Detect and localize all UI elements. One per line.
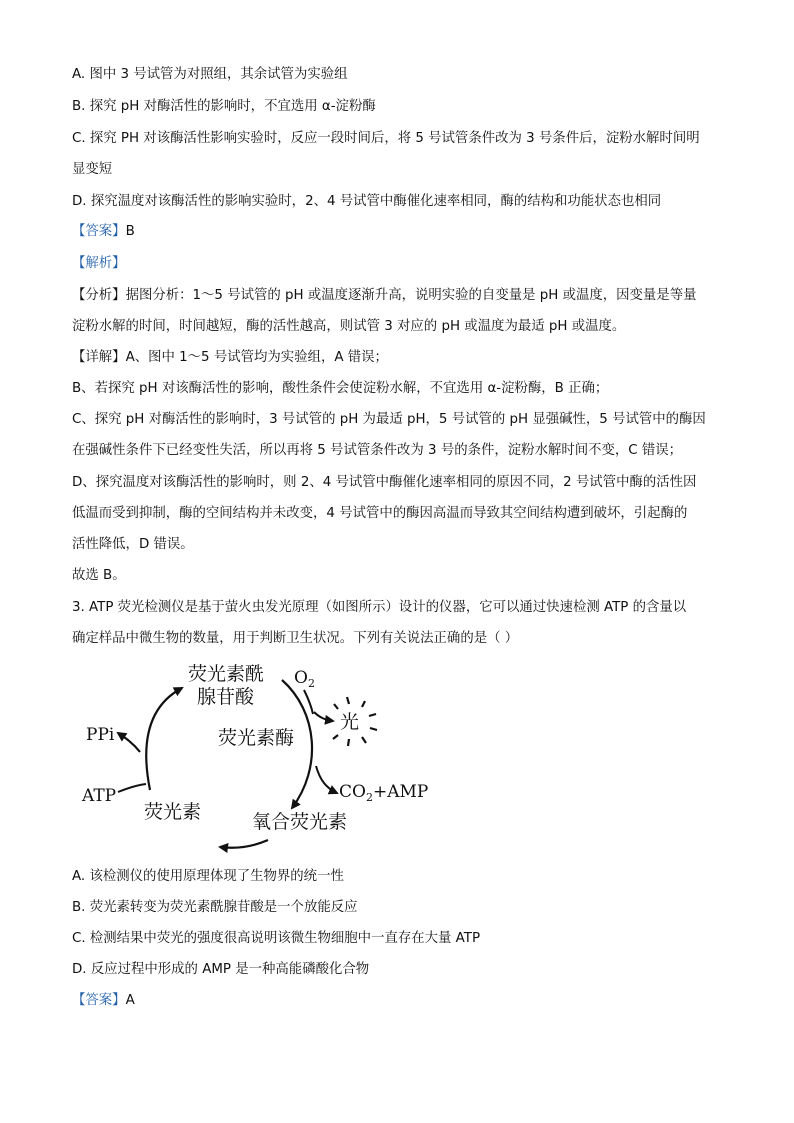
- answer-tag: 【答案】: [72, 224, 126, 239]
- q2-xiangjie-a: [72, 349, 388, 367]
- arrow-luciferin-to-adenylate: [146, 688, 182, 790]
- answer-value: A: [125, 993, 135, 1008]
- q3-option-d: D. 反应过程中形成的 AMP 是一种高能磷酸化合物: [72, 962, 370, 977]
- q2-xiangjie-c-line1: C、探究 pH 对酶活性的影响时，3 号试管的 pH 为最适 pH，5 号试管的 pH 显强碱性，5 号试管中的酶因: [72, 412, 706, 427]
- q2-fenxi-line1: [72, 287, 696, 305]
- q3-option-c: C. 检测结果中荧光的强度很高说明该微生物细胞中一直存在大量 ATP: [72, 931, 481, 946]
- arrow-to-light: [314, 712, 333, 721]
- label-light: 光: [340, 711, 360, 733]
- q3-answer: [72, 992, 135, 1010]
- q3-stem-line1: 3. ATP 荧光检测仪是基于萤火虫发光原理（如图所示）设计的仪器，它可以通过快速检测 ATP 的含量以: [72, 600, 687, 615]
- q2-xiangjie-d-line3: 活性降低，D 错误。: [72, 537, 194, 552]
- label-atp: ATP: [82, 786, 117, 806]
- q2-option-b: B. 探究 pH 对酶活性的影响时，不宜选用 α-淀粉酶: [72, 99, 376, 114]
- q2-fenxi-line2: 淀粉水解的时间，时间越短，酶的活性越高，则试管 3 对应的 pH 或温度为最适 pH 或温度。: [72, 319, 626, 334]
- arrow-atp-in: [118, 784, 146, 792]
- q3-option-a: A. 该检测仪的使用原理体现了生物界的统一性: [72, 869, 344, 884]
- q2-option-c-line1: C. 探究 PH 对该酶活性影响实验时，反应一段时间后，将 5 号试管条件改为 3 号条件后，淀粉水解时间明: [72, 131, 700, 146]
- q2-xiangjie-d-line1: D、探究温度对该酶活性的影响时，则 2、4 号试管中酶催化速率相同的原因不同，2 号试管中酶的活性因: [72, 475, 697, 490]
- label-ppi: PPi: [86, 725, 115, 745]
- label-luciferyl-adenylate-1: 荧光素酰: [188, 663, 265, 685]
- luciferase-cycle-diagram: [0, 650, 794, 865]
- q2-answer: [72, 223, 135, 241]
- q3-stem-line2: 确定样品中微生物的数量，用于判断卫生状况。下列有关说法正确的是（ ）: [72, 631, 519, 646]
- xiangjie-a-text: A、图中 1～5 号试管均为实验组，A 错误；: [125, 350, 388, 365]
- arrow-to-co2-amp: [316, 766, 337, 793]
- q2-option-a: A. 图中 3 号试管为对照组，其余试管为实验组: [72, 67, 348, 82]
- q2-conclusion: 故选 B。: [72, 568, 126, 583]
- q2-analysis-tag: 【解析】: [72, 256, 126, 271]
- label-luciferin: 荧光素: [144, 801, 202, 823]
- label-luciferase: 荧光素酶: [218, 727, 295, 749]
- q2-xiangjie-d-line2: 低温而受到抑制，酶的空间结构并未改变，4 号试管中的酶因高温而导致其空间结构遭到破坏，引起酶的: [72, 506, 688, 521]
- q2-xiangjie-c-line2: 在强碱性条件下已经变性失活，所以再将 5 号试管条件改为 3 号的条件，淀粉水解时间不变，C 错误；: [72, 443, 683, 458]
- answer-value: B: [125, 224, 135, 239]
- answer-tag: 【答案】: [72, 993, 126, 1008]
- q3-option-b: B. 荧光素转变为荧光素酰腺苷酸是一个放能反应: [72, 900, 358, 915]
- fenxi-tag: 【分析】: [72, 288, 126, 303]
- q2-xiangjie-b: B、若探究 pH 对该酶活性的影响，酸性条件会使淀粉水解，不宜选用 α-淀粉酶，B 正确；: [72, 381, 609, 396]
- q2-option-c-line2: 显变短: [72, 162, 113, 177]
- label-co2-amp: $CO_2+AMP$: [339, 782, 429, 804]
- xiangjie-tag: 【详解】: [72, 350, 126, 365]
- arrow-oxyluciferin-to-luciferin: [220, 840, 268, 848]
- fenxi-text: 据图分析：1～5 号试管的 pH 或温度逐渐升高，说明实验的自变量是 pH 或温度，因变量是等量: [125, 288, 697, 303]
- q2-option-d: D. 探究温度对该酶活性的影响实验时，2、4 号试管中酶催化速率相同，酶的结构和功能状态也相同: [72, 194, 662, 209]
- label-luciferyl-adenylate-2: 腺苷酸: [197, 686, 255, 708]
- label-o2: $O_2$: [294, 668, 315, 690]
- arrow-to-ppi: [118, 733, 140, 752]
- label-oxyluciferin: 氧合荧光素: [252, 811, 348, 833]
